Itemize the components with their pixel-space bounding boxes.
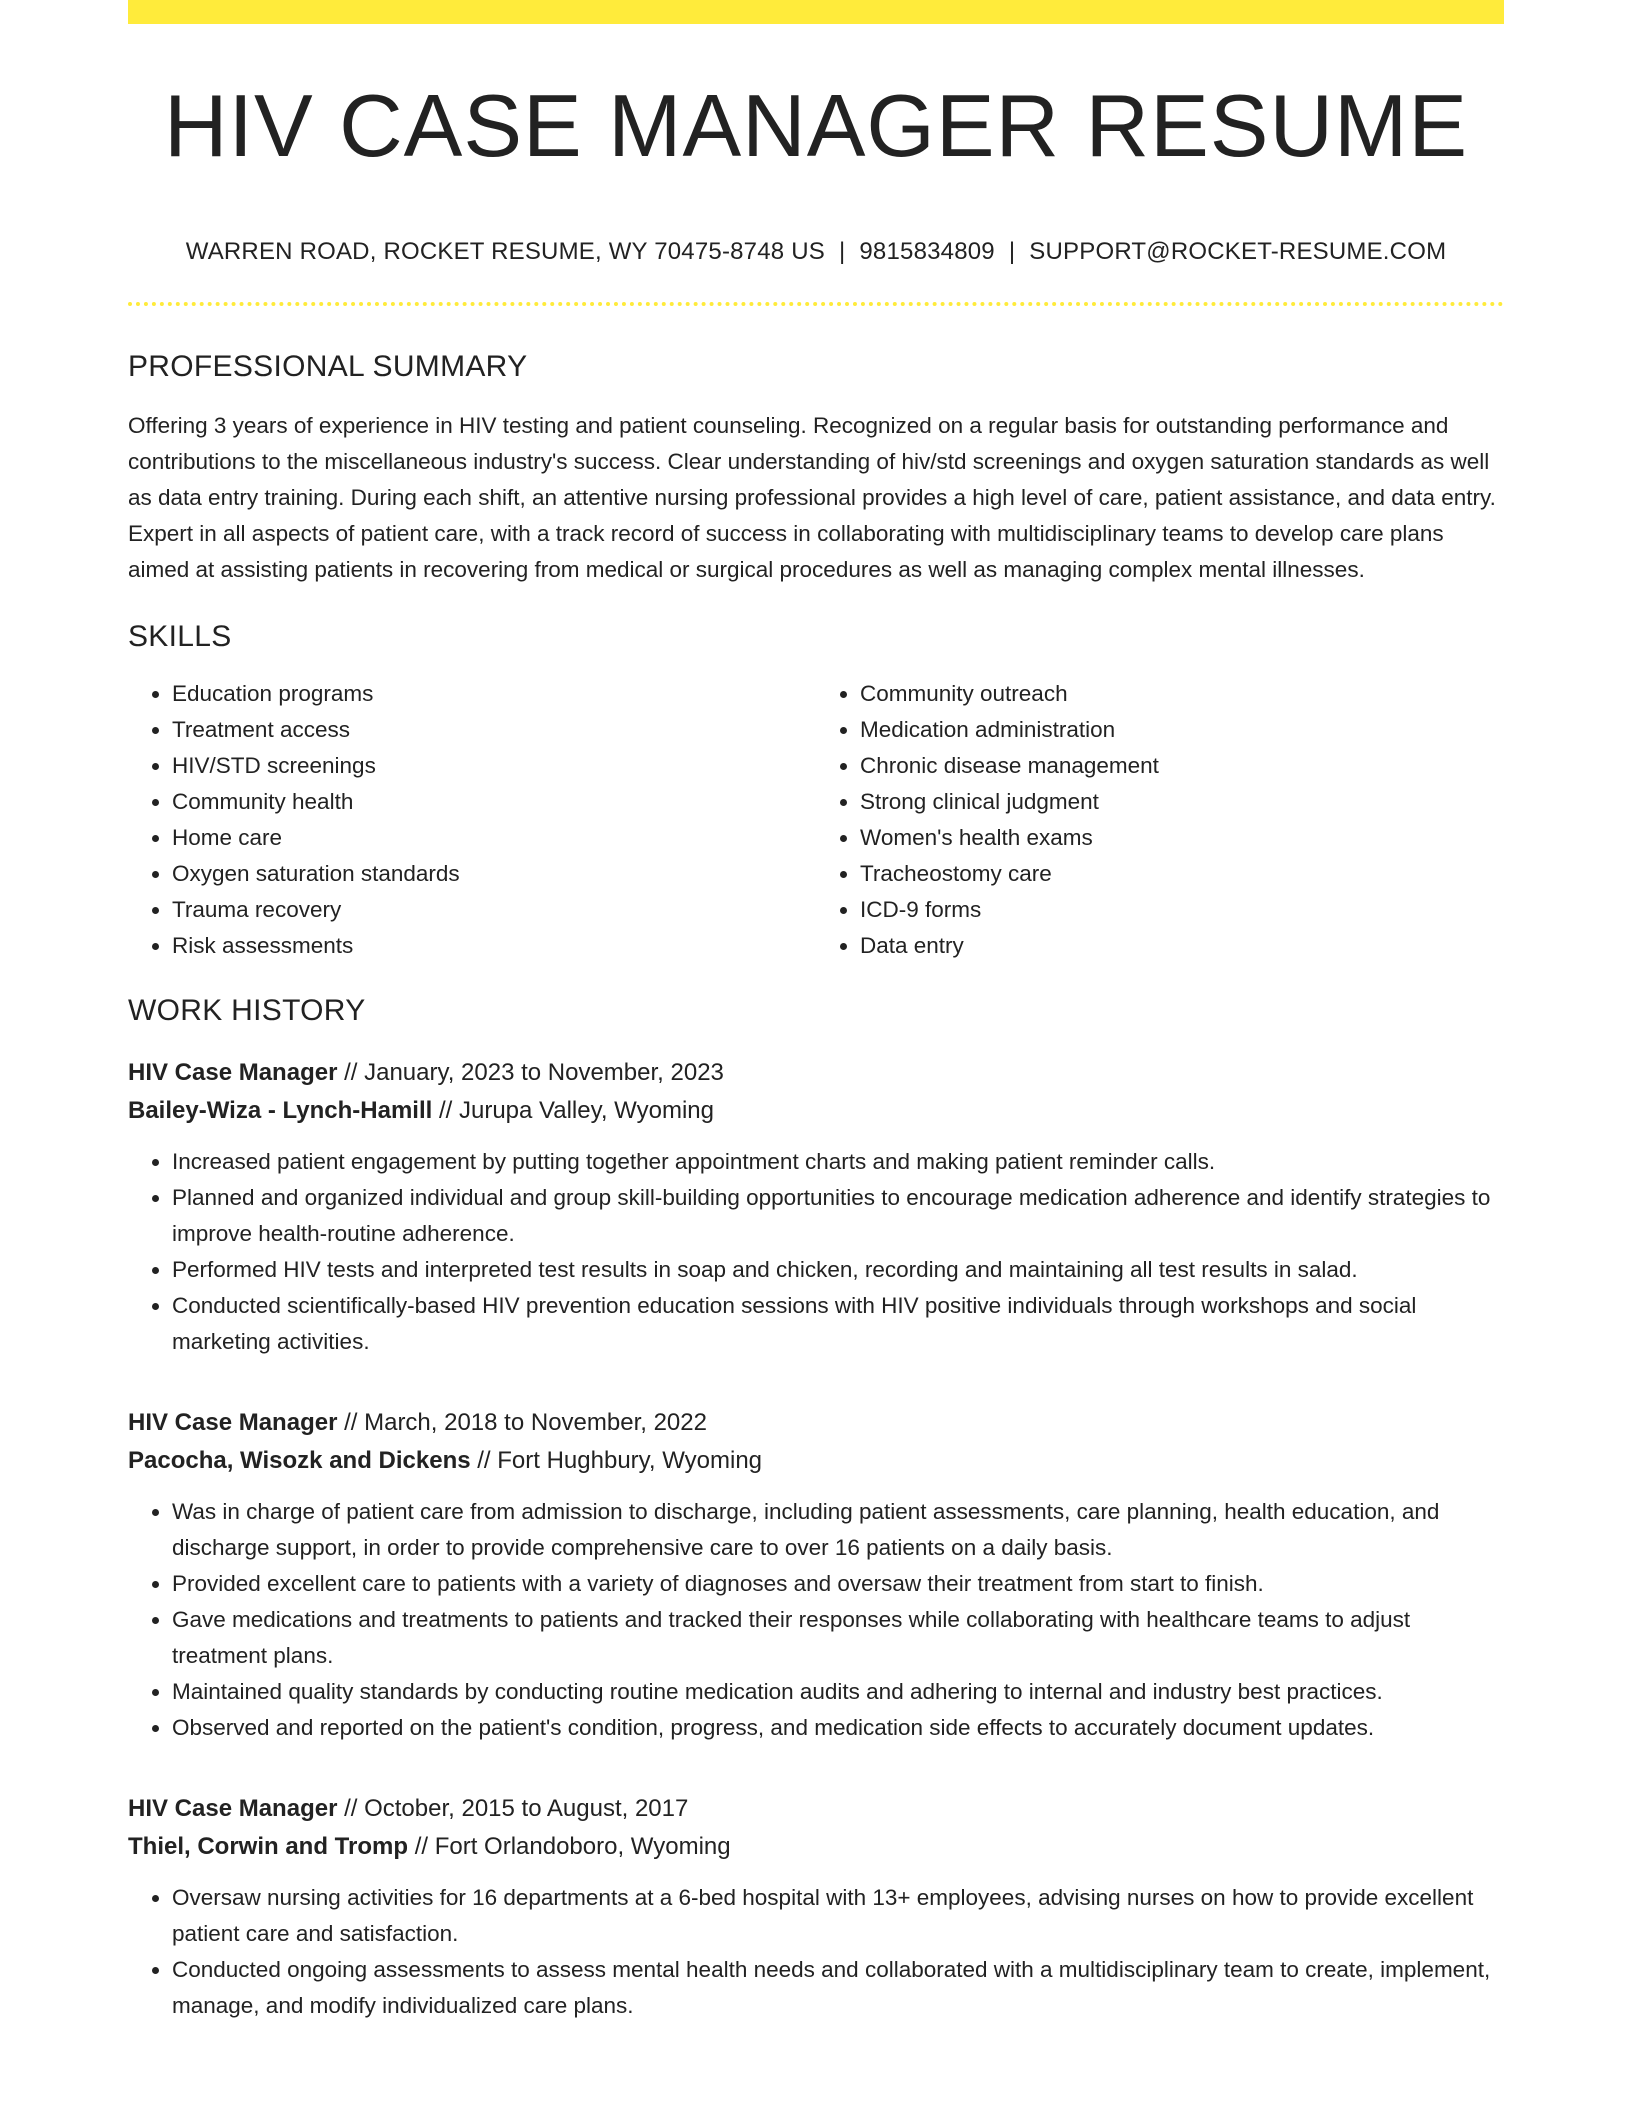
skill-item: • Community outreach [860,676,1504,712]
job-company: Bailey-Wiza - Lynch-Hamill [128,1097,433,1124]
job-title: HIV Case Manager [128,1409,338,1436]
skill-item: • Women's health exams [860,820,1504,856]
job-bullets [128,1494,1504,1746]
skill-item: • Oxygen saturation standards [172,856,816,892]
job-company-line [128,1442,1504,1480]
job-bullets [128,1144,1504,1360]
skill-item: • Medication administration [860,712,1504,748]
job-location: // Fort Hughbury, Wyoming [477,1447,763,1474]
section-heading-work-history: WORK HISTORY [128,994,366,1027]
job-bullet: • Conducted ongoing assessments to assess mental health needs and collaborated with a multidisciplinary team to create, implement, manage, and modify individualized care plans. [172,1952,1504,2024]
skill-item: • Data entry [860,928,1504,964]
top-accent-bar [128,0,1504,24]
job-bullet: • Maintained quality standards by conducting routine medication audits and adhering to internal and industry best practices. [172,1674,1504,1710]
page-title: HIV CASE MANAGER RESUME [163,76,1469,175]
job-company: Pacocha, Wisozk and Dickens [128,1447,471,1474]
job-bullet: • Oversaw nursing activities for 16 departments at a 6-bed hospital with 13+ employees, advising nurses on how to provide excellent patient care and satisfaction. [172,1880,1504,1952]
job-location: // Fort Orlandoboro, Wyoming [414,1833,731,1860]
contact-separator: | [838,238,846,265]
job-bullet: • Planned and organized individual and group skill-building opportunities to encourage medication adherence and identify strategies to improve health-routine adherence. [172,1180,1504,1252]
job-location: // Jurupa Valley, Wyoming [438,1097,714,1124]
skill-item: • Strong clinical judgment [860,784,1504,820]
job-bullets [128,1880,1504,2024]
section-heading-skills: SKILLS [128,620,232,653]
job-company-line [128,1828,1504,1866]
job-bullet: • Gave medications and treatments to patients and tracked their responses while collaborating with healthcare teams to adjust treatment plans. [172,1602,1504,1674]
skill-item: • Education programs [172,676,816,712]
job-dates: // October, 2015 to August, 2017 [344,1795,689,1822]
job-entry [128,1404,1504,1746]
contact-address: WARREN ROAD, ROCKET RESUME, WY 70475-8748 US [185,238,825,265]
job-title: HIV Case Manager [128,1795,338,1822]
skill-item: • Treatment access [172,712,816,748]
skill-item: • Trauma recovery [172,892,816,928]
contact-line [128,238,1504,266]
skill-item: • Risk assessments [172,928,816,964]
job-entry [128,1790,1504,2024]
job-bullet: • Was in charge of patient care from admission to discharge, including patient assessments, care planning, health education, and discharge support, in order to provide comprehensive care to over 16 patients on a daily basis. [172,1494,1504,1566]
job-title: HIV Case Manager [128,1059,338,1086]
skills-column-right [816,676,1504,964]
job-bullet: • Increased patient engagement by putting together appointment charts and making patient reminder calls. [172,1144,1504,1180]
skill-item: • Chronic disease management [860,748,1504,784]
section-heading-summary: PROFESSIONAL SUMMARY [128,350,528,383]
job-title-line [128,1790,1504,1828]
job-entry [128,1054,1504,1360]
skill-item: • ICD-9 forms [860,892,1504,928]
job-bullet: • Conducted scientifically-based HIV prevention education sessions with HIV positive individuals through workshops and social marketing activities. [172,1288,1504,1360]
skill-item: • HIV/STD screenings [172,748,816,784]
contact-email: SUPPORT@ROCKET-RESUME.COM [1029,238,1447,265]
skills-column-left [128,676,816,964]
job-company: Thiel, Corwin and Tromp [128,1833,409,1860]
job-dates: // January, 2023 to November, 2023 [344,1059,724,1086]
job-bullet: • Performed HIV tests and interpreted test results in soap and chicken, recording and maintaining all test results in salad. [172,1252,1504,1288]
job-bullet: • Provided excellent care to patients with a variety of diagnoses and oversaw their treatment from start to finish. [172,1566,1504,1602]
summary-text: Offering 3 years of experience in HIV testing and patient counseling. Recognized on a regular basis for outstanding performance and contributions to the miscellaneous industry's success. Clear understanding of hiv/std screenings and oxygen saturation standards as well as data entry training. During each shift, an attentive nursing professional provides a high level of care, patient assistance, and data entry. Expert in all aspects of patient care, with a track record of success in collaborating with multidisciplinary teams to develop care plans aimed at assisting patients in recovering from medical or surgical procedures as well as managing complex mental illnesses. [128,413,1496,582]
skills-list [128,676,1504,964]
job-bullet: • Observed and reported on the patient's condition, progress, and medication side effects to accurately document updates. [172,1710,1504,1746]
job-title-line [128,1054,1504,1092]
contact-phone: 9815834809 [859,238,995,265]
skill-item: • Home care [172,820,816,856]
dotted-divider [128,302,1504,306]
job-dates: // March, 2018 to November, 2022 [344,1409,707,1436]
job-title-line [128,1404,1504,1442]
resume-page [128,0,1504,2024]
skill-item: • Community health [172,784,816,820]
skill-item: • Tracheostomy care [860,856,1504,892]
job-company-line [128,1092,1504,1130]
contact-separator: | [1008,238,1016,265]
